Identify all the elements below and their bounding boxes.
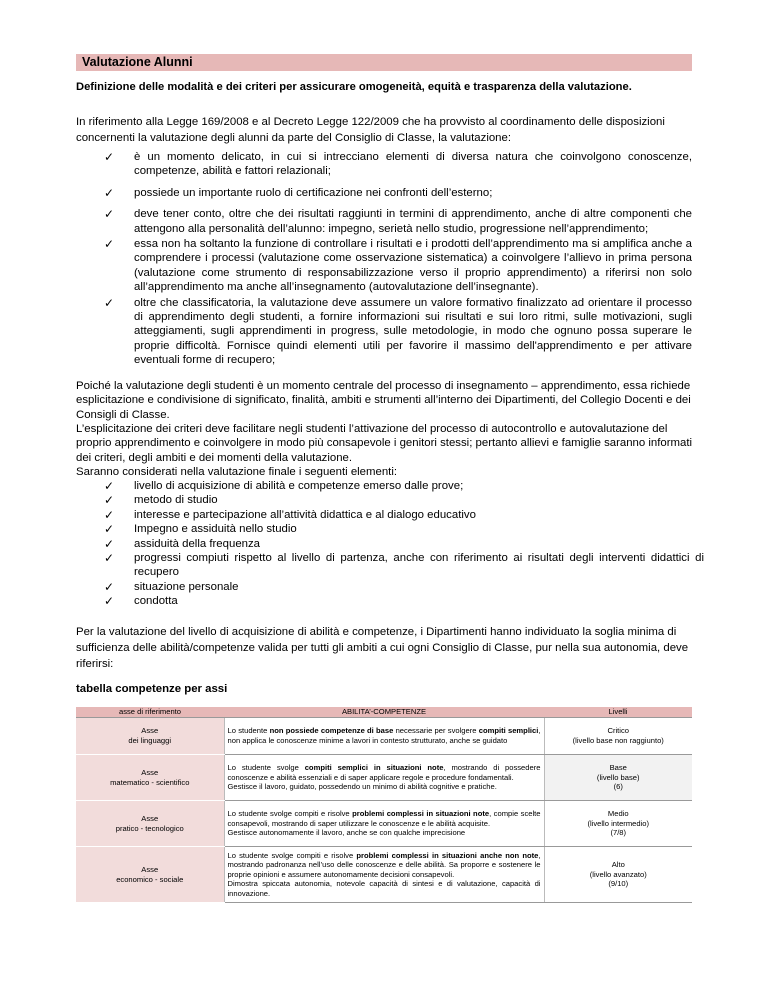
column-header-skills: ABILITA’-COMPETENZE (224, 707, 544, 718)
checkmark-icon: ✓ (104, 237, 115, 252)
skills-cell: Lo studente svolge compiti e risolve problemi complessi in situazioni anche non note, mostrando padronanza nell’uso delle conoscenze e delle abilità. Sa proporre e sostenere le proprie opinioni e assumere autonomamente decisioni consapevoli. Dimostra spiccata autonomia, notevole capacità di sintesi e di valutazione, capacità di innovazione. (224, 847, 544, 903)
table-title: tabella competenze per assi (76, 683, 228, 695)
competence-table (76, 707, 692, 903)
list-item: ✓ essa non ha soltanto la funzione di controllare i risultati e i prodotti dell’apprendimento ma si amplifica anche a comprendere i processi (valutazione come osservazione sistematica) a coinvolgere l’allievo in prima persona (valutazione come strumento di responsabilizzazione verso il proprio apprendimento) a riferirsi non solo all’apprendimento ma anche all’insegnamento (autovalutazione dell’insegnante). (104, 237, 692, 294)
checkmark-icon: ✓ (104, 479, 115, 493)
checkmark-icon: ✓ (104, 536, 115, 551)
list-item: ✓ progressi compiuti rispetto al livello di partenza, anche con riferimento ai risultati degli interventi didattici di recupero (104, 551, 704, 579)
checkmark-icon: ✓ (104, 493, 115, 508)
list-item: ✓ deve tener conto, oltre che dei risultati raggiunti in termini di apprendimento, anche di altre componenti che attengono alla personalità dell’alunno: impegno, serietà nello studio, progressione nell’apprendimento; (104, 207, 692, 235)
level-cell: Critico (livello base non raggiunto) (544, 718, 692, 755)
skills-cell: Lo studente non possiede competenze di base necessarie per svolgere compiti semplici, non applica le conoscenze minime a lavori in contesto strutturato, anche se guidato (224, 718, 544, 755)
section-title: Valutazione Alunni (76, 54, 692, 71)
axis-cell: Asse matematico - scientifico (76, 755, 224, 801)
checkmark-icon: ✓ (104, 507, 115, 522)
table-row (76, 801, 692, 847)
level-cell: Base (livello base) (6) (544, 755, 692, 801)
axis-cell: Asse dei linguaggi (76, 718, 224, 755)
table-row (76, 718, 692, 755)
subtitle: Definizione delle modalità e dei criteri per assicurare omogeneità, equità e trasparenza della valutazione. (76, 81, 632, 93)
checkmark-icon: ✓ (104, 295, 115, 310)
checkmark-icon: ✓ (104, 150, 115, 164)
axis-cell: Asse pratico - tecnologico (76, 801, 224, 847)
table-header-row (76, 707, 692, 718)
checkmark-icon: ✓ (104, 579, 115, 594)
skills-cell: Lo studente svolge compiti e risolve problemi complessi in situazioni note, compie scelte consapevoli, mostrando di saper utilizzare le conoscenze e le abilità acquisite. Gestisce autonomamente il lavoro, anche se con qualche imprecisione (224, 801, 544, 847)
list-item: ✓ è un momento delicato, in cui si intrecciano elementi di diversa natura che coinvolgono conoscenze, competenze, abilità e fattori relazionali; (104, 150, 692, 178)
list-item: ✓ oltre che classificatoria, la valutazione deve assumere un valore formativo finalizzato ad orientare il processo di apprendimento degli studenti, a fornire informazioni sui risultati e sui loro ritmi, sulle motivazioni, sugli atteggiamenti, sugli apprendimenti in progress, sulle metodologie, in modo che ognuno possa superare le proprie difficoltà. Fornisce quindi elementi utili per favorire il massimo dell'apprendimento e per attivare eventuali forme di recupero; (104, 295, 692, 367)
paragraph-centrality: Poiché la valutazione degli studenti è un momento centrale del processo di insegnamento – apprendimento, essa richiede esplicitazione e condivisione di significato, finalità, ambiti e strumenti all’interno dei Dipartimenti, del Collegio Docenti e dei Consigli di Classe. (76, 380, 691, 421)
checkmark-icon: ✓ (104, 522, 115, 537)
list-item: ✓ Impegno e assiduità nello studio (104, 522, 297, 537)
list-item: ✓ possiede un importante ruolo di certificazione nei confronti dell’esterno; (104, 185, 493, 200)
evaluation-points-list (104, 150, 692, 369)
level-cell: Medio (livello intermedio) (7/8) (544, 801, 692, 847)
list-item: ✓ condotta (104, 594, 178, 609)
skills-cell: Lo studente svolge compiti semplici in situazioni note, mostrando di possedere conoscenze e abilità essenziali e di saper applicare regole e procedure fondamentali. Gestisce il lavoro, guidato, possedendo un minimo di abilità cognitive e pratiche. (224, 755, 544, 801)
level-cell: Alto (livello avanzato) (9/10) (544, 847, 692, 903)
list-item: ✓ metodo di studio (104, 493, 218, 508)
list-item: ✓ interesse e partecipazione all’attività didattica e al dialogo educativo (104, 507, 476, 522)
table-row (76, 755, 692, 801)
final-elements-list (104, 479, 704, 609)
paragraph-criteria: L’esplicitazione dei criteri deve facilitare negli studenti l’attivazione del processo di autocontrollo e autovalutazione del proprio apprendimento e coinvolgere in modo più consapevole i genitori stessi; pertanto allievi e famiglie saranno informati dei criteri, degli ambiti e dei momenti della valutazione. (76, 423, 693, 464)
checkmark-icon: ✓ (104, 551, 115, 566)
list-item: ✓ livello di acquisizione di abilità e competenze emerso dalle prove; (104, 479, 464, 493)
axis-cell: Asse economico - sociale (76, 847, 224, 903)
list-item: ✓ assiduità della frequenza (104, 536, 261, 551)
paragraph-final-elements: Saranno considerati nella valutazione finale i seguenti elementi: (76, 466, 398, 478)
column-header-levels: Livelli (544, 707, 692, 718)
checkmark-icon: ✓ (104, 594, 115, 609)
checkmark-icon: ✓ (104, 185, 115, 200)
list-item: ✓ situazione personale (104, 579, 239, 594)
column-header-axis: asse di riferimento (76, 707, 224, 718)
paragraph-threshold: Per la valutazione del livello di acquisizione di abilità e competenze, i Dipartimenti hanno individuato la soglia minima di sufficienza delle abilità/competenze valida per tutti gli ambiti a cui ogni Consiglio di Classe, pur nella sua autonomia, deve riferirsi: (76, 626, 689, 670)
checkmark-icon: ✓ (104, 207, 115, 222)
intro-paragraph: In riferimento alla Legge 169/2008 e al Decreto Legge 122/2009 che ha provvisto al coordinamento delle disposizioni concernenti la valutazione degli alunni da parte del Consiglio di Classe, la valutazione: (76, 116, 665, 144)
table-row (76, 847, 692, 903)
